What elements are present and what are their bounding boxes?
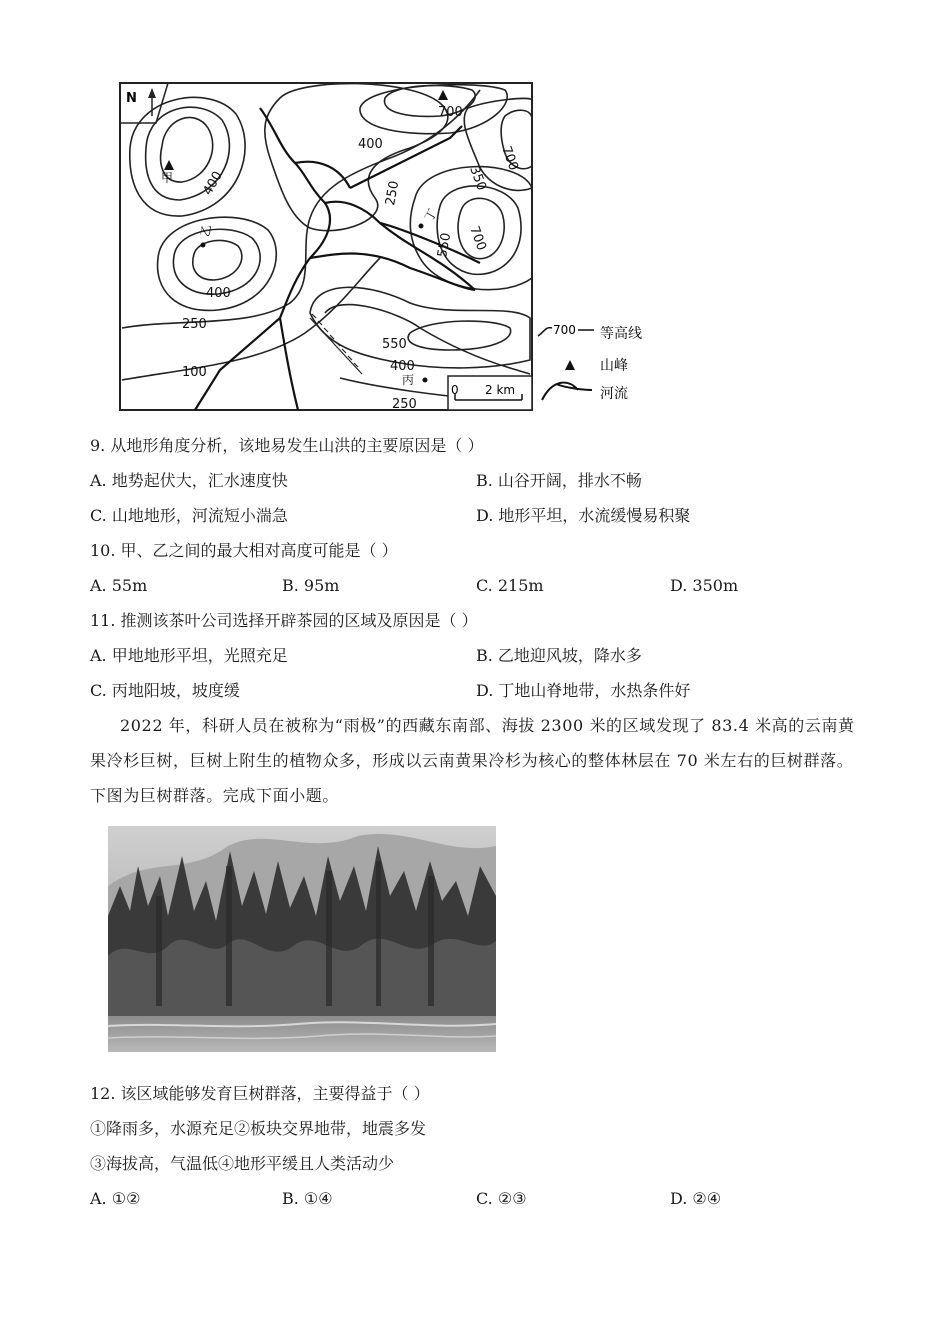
q10-option-a[interactable]: A. 55m — [90, 576, 148, 595]
peak-top-icon — [438, 90, 448, 100]
q12-option-b[interactable]: B. ①④ — [282, 1189, 333, 1208]
q11-option-d[interactable]: D. 丁地山脊地带，水热条件好 — [476, 681, 691, 700]
label-yi: 乙 — [198, 223, 214, 238]
contour-label: 400 — [358, 137, 383, 152]
label-jia: 甲 — [161, 171, 174, 185]
scale-zero: 0 — [451, 383, 459, 397]
q12-option-c[interactable]: C. ②③ — [476, 1189, 527, 1208]
legend-contour-label: 等高线 — [600, 326, 642, 342]
q9-stem: 9. 从地形角度分析，该地易发生山洪的主要原因是（ ） — [90, 436, 484, 455]
passage-text: 2022 年，科研人员在被称为“雨极”的西藏东南部、海拔 2300 米的区域发现了 83.4 米高的云南黄果冷杉巨树，巨树上附生的植物众多，形成以云南黄果冷杉为核心的整体林层在 70 米左右的巨树群落。下图为巨树群落。完成下面小题。 — [90, 716, 855, 805]
q10-option-b[interactable]: B. 95m — [282, 576, 340, 595]
legend-peak-label: 山峰 — [600, 358, 628, 374]
q12-statement-line2: ③海拔高，气温低④地形平缓且人类活动少 — [90, 1154, 395, 1173]
q9-option-b[interactable]: B. 山谷开阔，排水不畅 — [476, 471, 642, 490]
contour-label: 700 — [466, 224, 489, 253]
contour-label: 550 — [435, 231, 455, 259]
contour-label: 400 — [390, 359, 415, 374]
contour-label: 700 — [498, 144, 521, 173]
q12-stem: 12. 该区域能够发育巨树群落，主要得益于（ ） — [90, 1084, 430, 1103]
label-ding: 丁 — [421, 206, 440, 224]
q10-option-c[interactable]: C. 215m — [476, 576, 544, 595]
map-frame — [120, 83, 532, 410]
q11-stem: 11. 推测该茶叶公司选择开辟茶园的区域及原因是（ ） — [90, 611, 478, 630]
giant-tree-community-photo — [108, 826, 496, 1052]
north-label: N — [126, 91, 137, 106]
peak-jia-icon — [164, 160, 174, 170]
contour-label: 250 — [383, 179, 403, 207]
legend — [538, 323, 642, 402]
q11-option-a[interactable]: A. 甲地地形平坦，光照充足 — [90, 646, 288, 665]
q10-stem: 10. 甲、乙之间的最大相对高度可能是（ ） — [90, 541, 398, 560]
q12-option-d[interactable]: D. ②④ — [670, 1189, 722, 1208]
q11-option-c[interactable]: C. 丙地阳坡，坡度缓 — [90, 681, 240, 700]
point-bing-dot — [423, 378, 428, 383]
q12-statement-line1: ①降雨多，水源充足②板块交界地带，地震多发 — [90, 1119, 427, 1138]
scale-length: 2 km — [485, 383, 516, 397]
q9-option-d[interactable]: D. 地形平坦，水流缓慢易积聚 — [476, 506, 691, 525]
contour-label: 400 — [206, 286, 231, 301]
contour-label: 100 — [182, 365, 207, 380]
contour-label: 400 — [200, 168, 226, 198]
contour-label: 250 — [182, 317, 207, 332]
rivers — [195, 108, 480, 410]
q10-option-d[interactable]: D. 350m — [670, 576, 739, 595]
q9-option-a[interactable]: A. 地势起伏大，汇水速度快 — [90, 471, 288, 490]
label-bing: 丙 — [402, 373, 415, 387]
point-yi-dot — [201, 243, 206, 248]
contour-map — [110, 78, 670, 418]
contour-lines — [122, 84, 532, 400]
contour-label: 350 — [466, 164, 489, 193]
contour-label: 250 — [392, 397, 417, 412]
q12-option-a[interactable]: A. ①② — [90, 1189, 141, 1208]
contour-label: 700 — [438, 105, 463, 120]
legend-river-icon — [542, 383, 592, 400]
legend-contour-value: 700 — [553, 323, 576, 337]
legend-river-label: 河流 — [600, 386, 628, 402]
point-ding-dot — [419, 224, 424, 229]
q11-option-b[interactable]: B. 乙地迎风坡，降水多 — [476, 646, 642, 665]
q9-option-c[interactable]: C. 山地地形，河流短小湍急 — [90, 506, 288, 525]
contour-label: 550 — [382, 337, 407, 352]
legend-peak-icon — [565, 360, 575, 370]
